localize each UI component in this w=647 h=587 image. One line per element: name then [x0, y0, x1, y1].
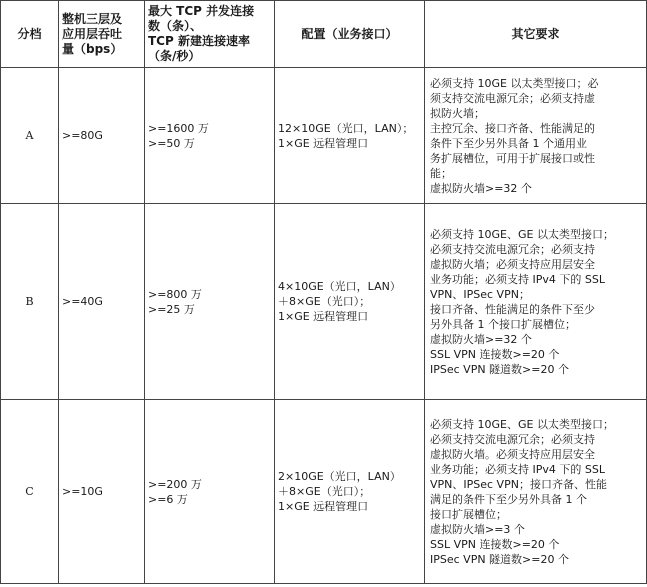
other-line: 虚拟防火墙。必须支持应用层安全 [430, 447, 595, 461]
config-line: 2×10GE（光口，LAN） [278, 470, 401, 483]
header-tcp-line: 最大 TCP 并发连接 [148, 4, 255, 18]
other-line: SSL VPN 连接数>=20 个 [430, 347, 560, 361]
other-line: 必须支持交流电源冗余；必须支持 [430, 242, 595, 256]
config-line: 1×GE 远程管理口 [278, 500, 369, 513]
other-cell [425, 204, 647, 400]
other-cell [425, 400, 647, 584]
other-line: IPSec VPN 隧道数>=20 个 [430, 362, 569, 376]
other-line: 虚拟防火墙>=32 个 [430, 181, 532, 195]
other-line: 必须支持 10GE、GE 以太类型接口； [430, 227, 614, 241]
other-line: SSL VPN 连接数>=20 个 [430, 537, 560, 551]
header-throughput-line: 整机三层及 [62, 11, 123, 26]
tcp-line: >=6 万 [148, 492, 188, 506]
grade-cell: B [1, 204, 59, 400]
other-line: 业务功能；必须支持 IPv4 下的 SSL [430, 272, 605, 286]
other-line: 接口扩展槽位； [430, 507, 507, 521]
other-line: 接口齐备、性能满足的条件下至少 [430, 302, 595, 316]
header-tcp-line: 数（条）、 [148, 19, 203, 33]
other-line: 业务功能；必须支持 IPv4 下的 SSL [430, 462, 605, 476]
config-line: ＋8×GE（光口）； [278, 295, 371, 308]
table-row [1, 68, 647, 204]
header-config: 配置（业务接口） [275, 1, 425, 68]
header-throughput-line: 应用层吞吐 [62, 26, 123, 41]
other-line: VPN、IPSec VPN； [430, 287, 530, 301]
other-line: VPN、IPSec VPN；接口齐备、性能 [430, 477, 607, 491]
other-line: 另外具备 1 个接口扩展槽位； [430, 317, 576, 331]
other-line: 虚拟防火墙>=3 个 [430, 522, 525, 536]
throughput-cell: >=10G [59, 400, 145, 584]
grade-cell: C [1, 400, 59, 584]
tcp-line: >=200 万 [148, 477, 202, 491]
other-line: 条件下至少另外具备 1 个通用业 [430, 136, 587, 150]
throughput-cell: >=80G [59, 68, 145, 204]
header-tcp-line: TCP 新建连接速率 [148, 34, 250, 48]
config-line: 1×GE 远程管理口 [278, 310, 369, 323]
tcp-cell [145, 400, 275, 584]
config-line: ＋8×GE（光口）； [278, 485, 371, 498]
config-cell [275, 400, 425, 584]
tcp-cell [145, 204, 275, 400]
tcp-cell [145, 68, 275, 204]
other-line: 主控冗余、接口齐备、性能满足的 [430, 121, 595, 135]
tcp-line: >=25 万 [148, 302, 195, 316]
other-line: 必须支持交流电源冗余；必须支持 [430, 432, 595, 446]
other-line: 务扩展槽位，可用于扩展接口或性 [430, 151, 595, 165]
other-cell [425, 68, 647, 204]
config-cell [275, 204, 425, 400]
other-line: IPSec VPN 隧道数>=20 个 [430, 552, 569, 566]
other-line: 须支持交流电源冗余；必须支持虚 [430, 91, 595, 105]
config-line: 12×10GE（光口，LAN）； [278, 121, 414, 135]
table-row [1, 400, 647, 584]
header-tcp [145, 1, 275, 68]
other-line: 虚拟防火墙>=32 个 [430, 332, 532, 346]
config-cell [275, 68, 425, 204]
header-row [1, 1, 647, 68]
grade-cell: A [1, 68, 59, 204]
tcp-line: >=50 万 [148, 136, 195, 150]
tcp-line: >=1600 万 [148, 121, 209, 135]
config-line: 4×10GE（光口，LAN） [278, 280, 401, 293]
other-line: 虚拟防火墙；必须支持应用层安全 [430, 257, 595, 271]
other-line: 能； [430, 166, 452, 180]
header-other: 其它要求 [425, 1, 647, 68]
header-throughput [59, 1, 145, 68]
other-line: 拟防火墙； [430, 106, 485, 120]
tcp-line: >=800 万 [148, 287, 202, 301]
header-tcp-line: （条/秒） [148, 49, 201, 63]
other-line: 必须支持 10GE、GE 以太类型接口； [430, 417, 614, 431]
other-line: 满足的条件下至少另外具备 1 个 [430, 492, 587, 506]
throughput-cell: >=40G [59, 204, 145, 400]
table-row [1, 204, 647, 400]
config-line: 1×GE 远程管理口 [278, 136, 369, 150]
other-line: 必须支持 10GE 以太类型接口；必 [430, 76, 599, 90]
header-throughput-line: 量（bps） [62, 41, 123, 56]
header-grade: 分档 [1, 1, 59, 68]
